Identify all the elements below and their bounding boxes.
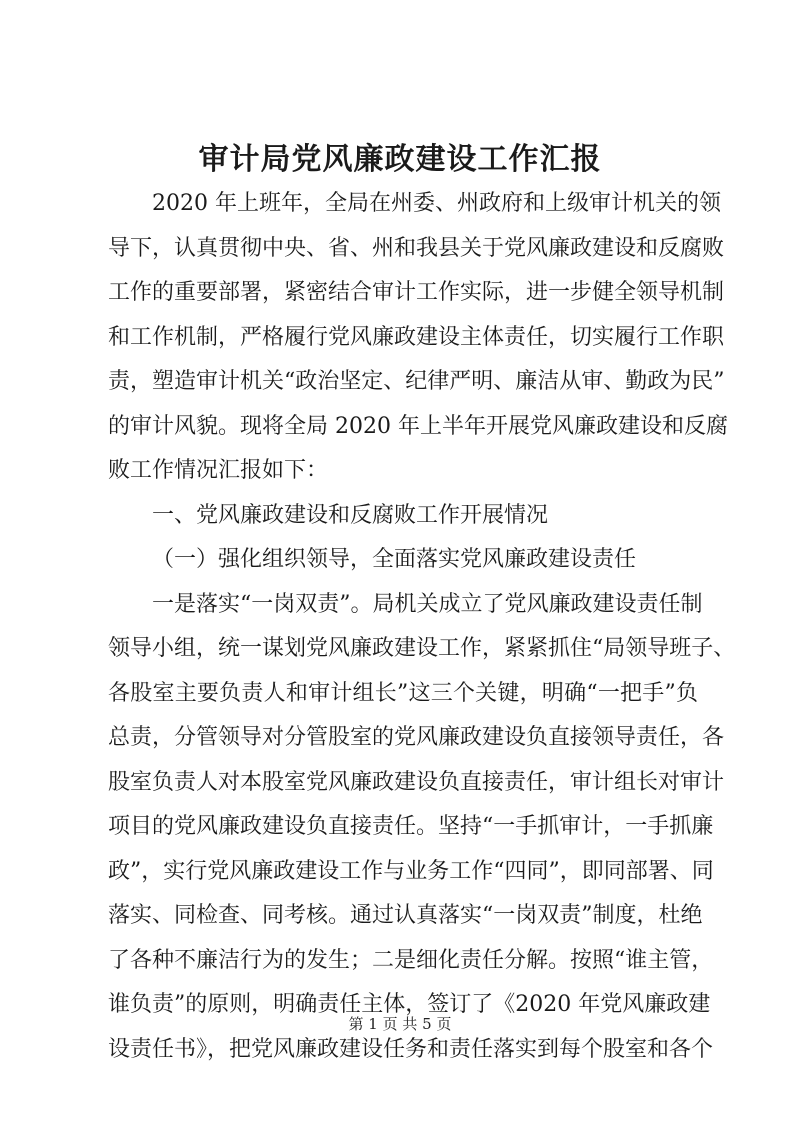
text-line: 股室负责人对本股室党风廉政建设负直接责任，审计组长对审计 (108, 769, 725, 795)
text-line: 2020 年上班年，全局在州委、州政府和上级审计机关的领 (152, 191, 721, 216)
text-line: 设责任书》，把党风廉政建设任务和责任落实到每个股室和各个 (108, 1036, 714, 1062)
text-line: 和工作机制，严格履行党风廉政建设主体责任，切实履行工作职 (108, 324, 725, 350)
text-line: 了各种不廉洁行为的发生；二是细化责任分解。按照“谁主管， (108, 947, 714, 973)
text-line: 导下，认真贯彻中央、省、州和我县关于党风廉政建设和反腐败 (108, 235, 725, 261)
section-heading: 一、党风廉政建设和反腐败工作开展情况 (152, 502, 549, 528)
text-line: 各股室主要负责人和审计组长”这三个关键，明确“一把手”负 (108, 680, 698, 706)
text-line: 责，塑造审计机关“政治坚定、纪律严明、廉洁从审、勤政为民” (108, 369, 725, 394)
paragraph-intro (108, 182, 728, 494)
text-line: 的审计风貌。现将全局 2020 年上半年开展党风廉政建设和反腐 (108, 413, 728, 439)
paragraph-responsibility (108, 583, 736, 1073)
text-line: 项目的党风廉政建设负直接责任。坚持“一手抓审计，一手抓廉 (108, 814, 714, 839)
text-line: 败工作情况汇报如下： (108, 458, 329, 483)
text-line: 谁负责”的原则，明确责任主体，签订了《2020 年党风廉政建 (108, 992, 711, 1017)
text-line: 工作的重要部署，紧密结合审计工作实际，进一步健全领导机制 (108, 280, 725, 305)
document-title: 审计局党风廉政建设工作汇报 (198, 142, 602, 177)
text-line: 落实、同检查、同考核。通过认真落实“一岗双责”制度，杜绝 (108, 903, 703, 928)
text-line: 领导小组，统一谋划党风廉政建设工作，紧紧抓住“局领导班子、 (108, 636, 736, 661)
text-line: 政”，实行党风廉政建设工作与业务工作“四同”，即同部署、同 (108, 858, 714, 884)
document-body (108, 182, 736, 1072)
subsection-heading: （一）强化组织领导，全面落实党风廉政建设责任 (152, 547, 637, 572)
page-footer: 第 1 页 共 5 页 (348, 1015, 452, 1033)
text-line: 一是落实“一岗双责”。局机关成立了党风廉政建设责任制 (152, 591, 703, 617)
text-line: 总责，分管领导对分管股室的党风廉政建设负直接领导责任，各 (108, 725, 725, 750)
